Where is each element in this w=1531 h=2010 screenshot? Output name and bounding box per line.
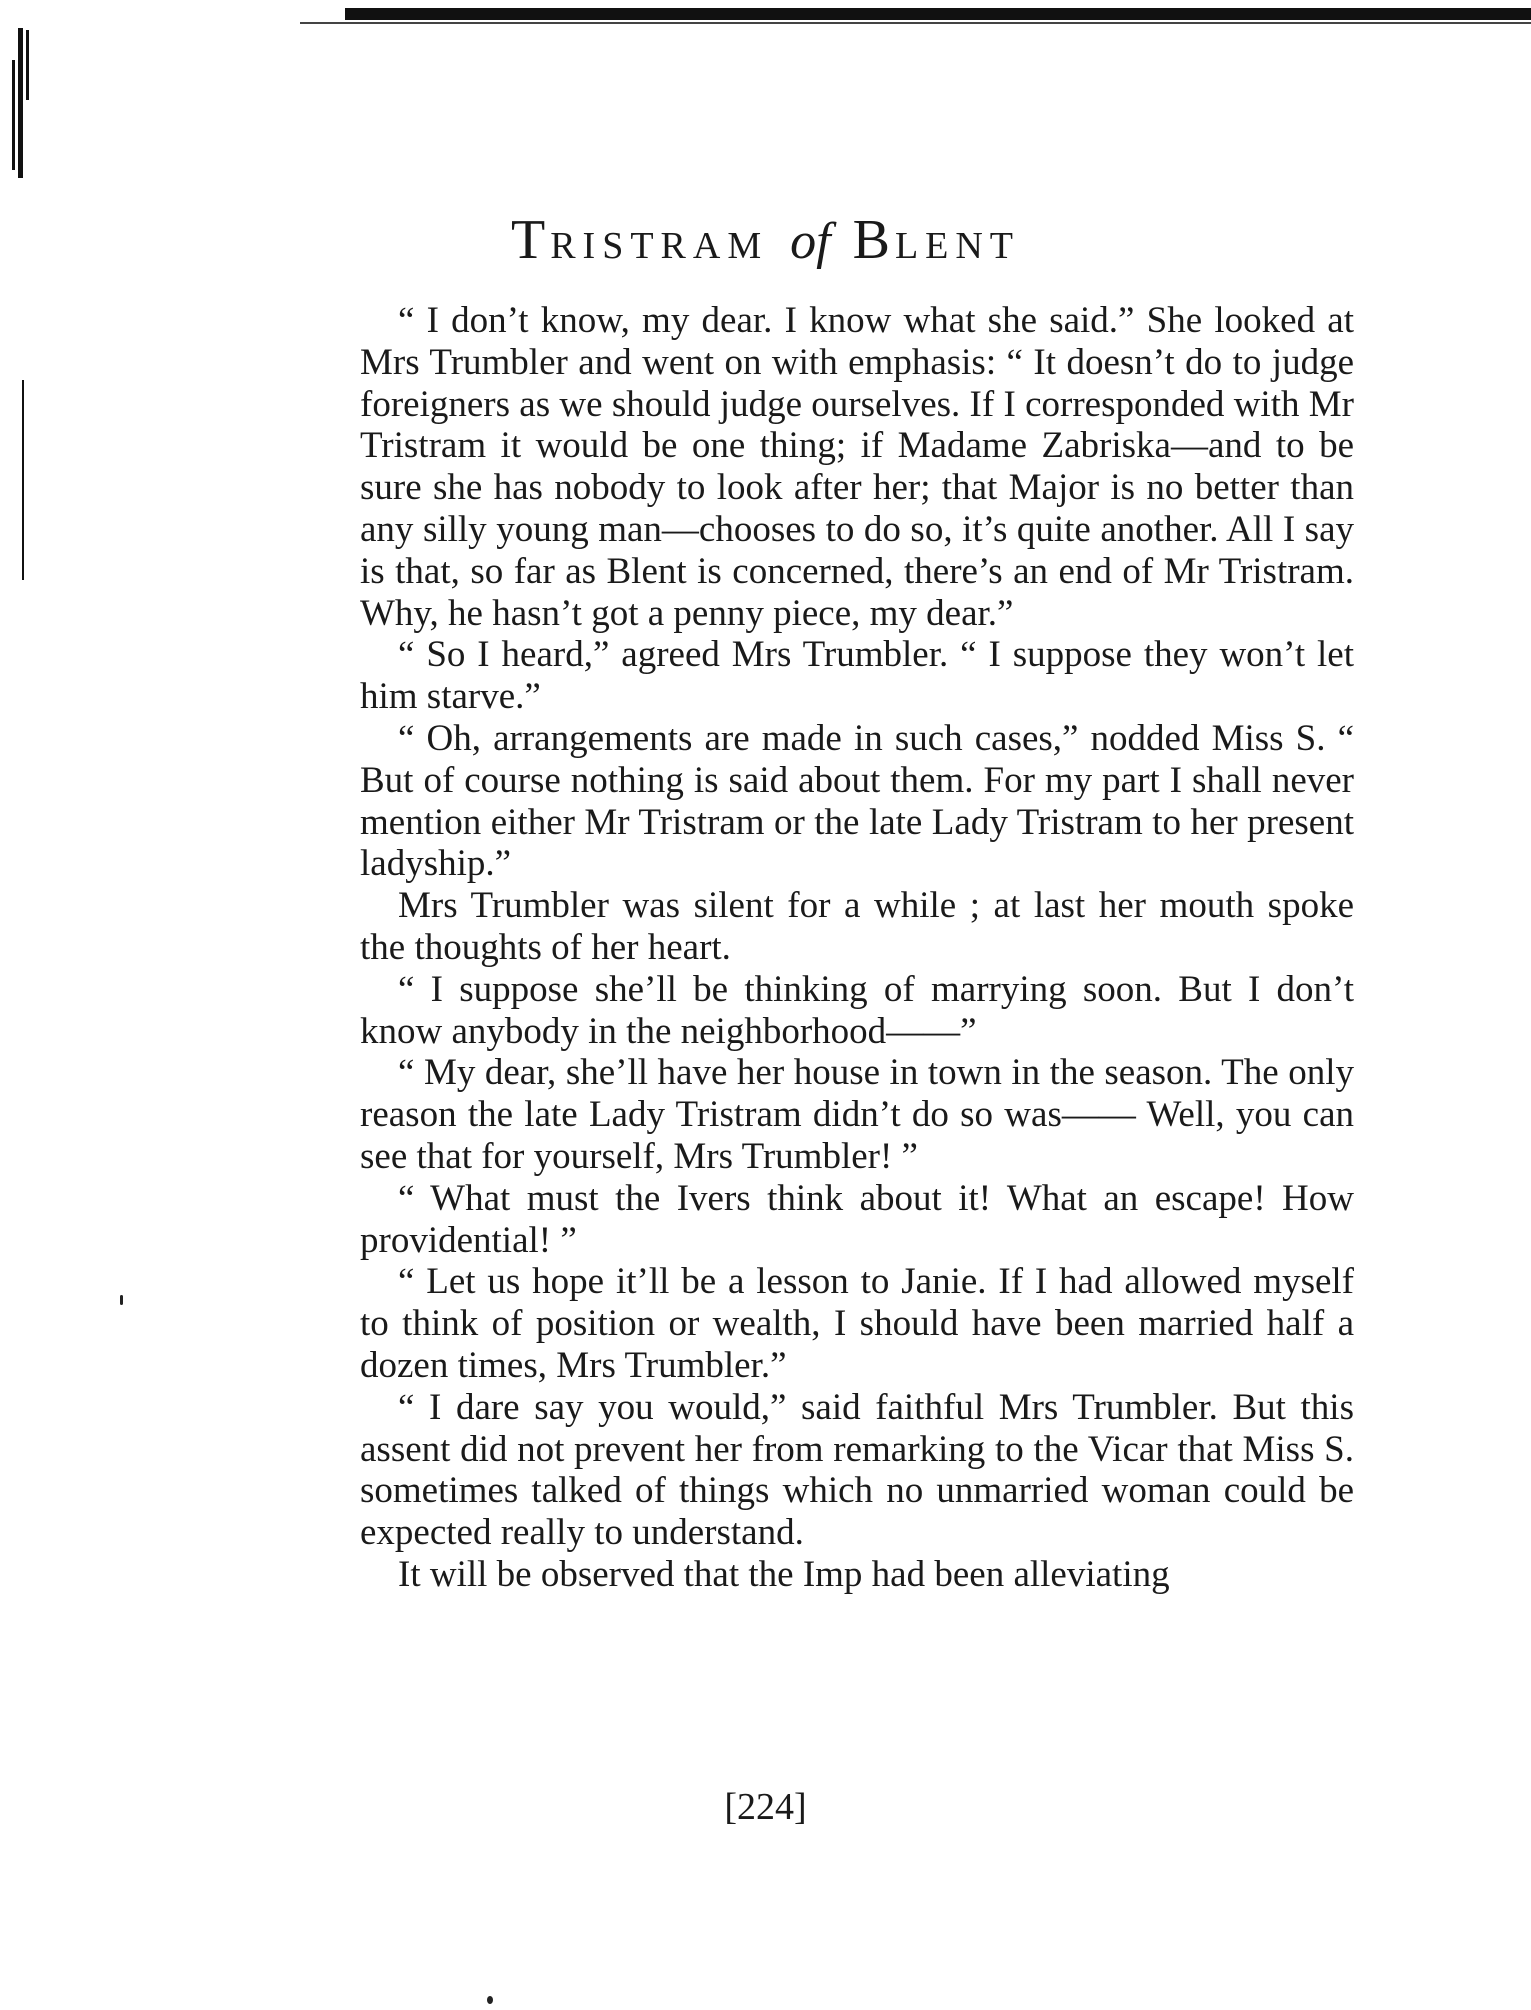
page-top-rule-thin	[300, 22, 1531, 24]
paragraph: “ I don’t know, my dear. I know what she said.” She looked at Mrs Trumbler and went on with emphasis: “ It doesn’t do to judge foreigners as we should judge ourselves. If I corresponded with Mr Tristram it would be one thing; if Madame Zabriska—and to be sure she has nobody to look after her; that Major is no better than any silly young man—chooses to do so, it’s quite another. All I say is that, so far as Blent is concerned, there’s an end of Mr Tristram. Why, he hasn’t got a penny piece, my dear.”	[360, 300, 1354, 634]
running-head-initial: B	[852, 209, 895, 271]
binding-mark	[22, 380, 24, 580]
paragraph: “ So I heard,” agreed Mrs Trumbler. “ I suppose they won’t let him starve.”	[360, 634, 1354, 718]
body-text	[360, 300, 1354, 1596]
running-head-word: LENT	[894, 225, 1021, 267]
scan-speck	[487, 1996, 493, 2004]
page-number: [224]	[724, 1786, 807, 1828]
running-head	[0, 210, 1531, 276]
running-head-initial: T	[510, 209, 551, 271]
binding-mark	[26, 30, 29, 100]
paragraph: “ I suppose she’ll be thinking of marrying soon. But I don’t know anybody in the neighborhood——”	[360, 968, 1354, 1052]
paragraph: Mrs Trumbler was silent for a while ; at last her mouth spoke the thoughts of her heart.	[360, 885, 1354, 968]
binding-mark	[12, 60, 15, 170]
paragraph: “ What must the Ivers think about it! What an escape! How providential! ”	[360, 1177, 1354, 1261]
running-head-word: RISTRAM	[550, 225, 769, 267]
page-top-rule	[345, 8, 1531, 20]
paragraph: It will be observed that the Imp had been alleviating	[398, 1553, 1170, 1595]
running-head-connector: of	[790, 213, 831, 270]
paragraph: “ Let us hope it’ll be a lesson to Janie. If I had allowed myself to think of position or wealth, I should have been married half a dozen times, Mrs Trumbler.”	[360, 1261, 1354, 1386]
paragraph: “ Oh, arrangements are made in such cases,” nodded Miss S. “ But of course nothing is said about them. For my part I shall never mention either Mr Tristram or the late Lady Tristram to her present ladyship.”	[360, 717, 1354, 885]
binding-mark	[18, 28, 23, 178]
paragraph: “ My dear, she’ll have her house in town in the season. The only reason the late Lady Tristram didn’t do so was—— Well, you can see that for yourself, Mrs Trumbler! ”	[360, 1052, 1354, 1177]
scan-speck	[120, 1295, 123, 1305]
paragraph: “ I dare say you would,” said faithful Mrs Trumbler. But this assent did not prevent her from remarking to the Vicar that Miss S. sometimes talked of things which no unmarried woman could be expected really to understand.	[360, 1386, 1354, 1554]
